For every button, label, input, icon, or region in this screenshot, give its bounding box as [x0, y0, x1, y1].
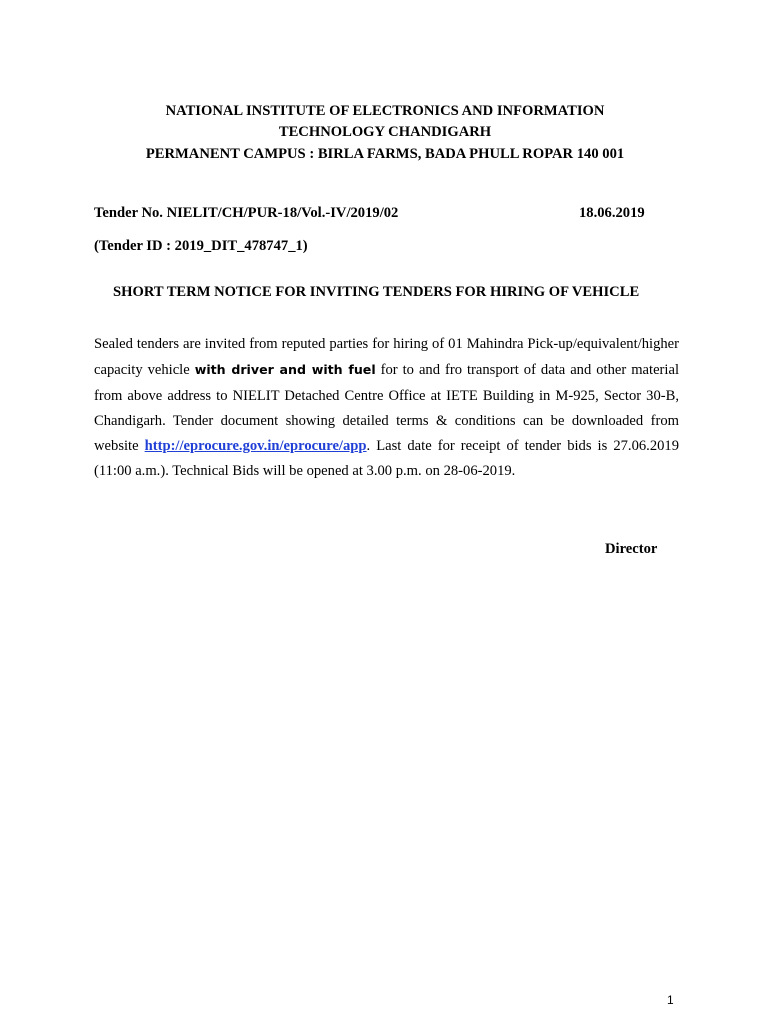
tender-number: Tender No. NIELIT/CH/PUR-18/Vol.-IV/2019/02 — [94, 205, 399, 221]
body-text-part3: . Last date for receipt of tender bids is 27.06.2019 (11:00 a.m.). Technical Bids will be opened at 3.00 p.m. on 28-06-2019. — [94, 438, 680, 480]
body-text-part1: Sealed tenders are invited from reputed parties for hiring of 01 Mahindra Pick-up/equivalent/higher capacity vehicle — [94, 336, 679, 379]
eprocure-link[interactable]: http://eprocure.gov.in/eprocure/app — [144, 438, 367, 455]
body-bold-phrase: with driver and with fuel — [194, 362, 376, 378]
notice-body — [94, 332, 679, 485]
notice-title: SHORT TERM NOTICE FOR INVITING TENDERS FOR HIRING OF VEHICLE — [113, 284, 640, 300]
institute-name-line2: TECHNOLOGY CHANDIGARH — [278, 124, 492, 140]
signatory: Director — [605, 541, 658, 557]
body-text-part2: for to and fro transport of data and other material from above address to NIELIT Detached Centre Office at IETE Building in M-925, Sector 30-B, Chandigarh. Tender document showing detailed terms & conditions can be downloaded from website — [94, 362, 679, 455]
tender-id: (Tender ID : 2019_DIT_478747_1) — [94, 238, 308, 254]
campus-address: PERMANENT CAMPUS : BIRLA FARMS, BADA PHULL ROPAR 140 001 — [145, 146, 625, 162]
page-number: 1 — [667, 993, 674, 1007]
tender-date: 18.06.2019 — [579, 205, 645, 221]
institute-name-line1: NATIONAL INSTITUTE OF ELECTRONICS AND INFORMATION — [165, 103, 605, 119]
